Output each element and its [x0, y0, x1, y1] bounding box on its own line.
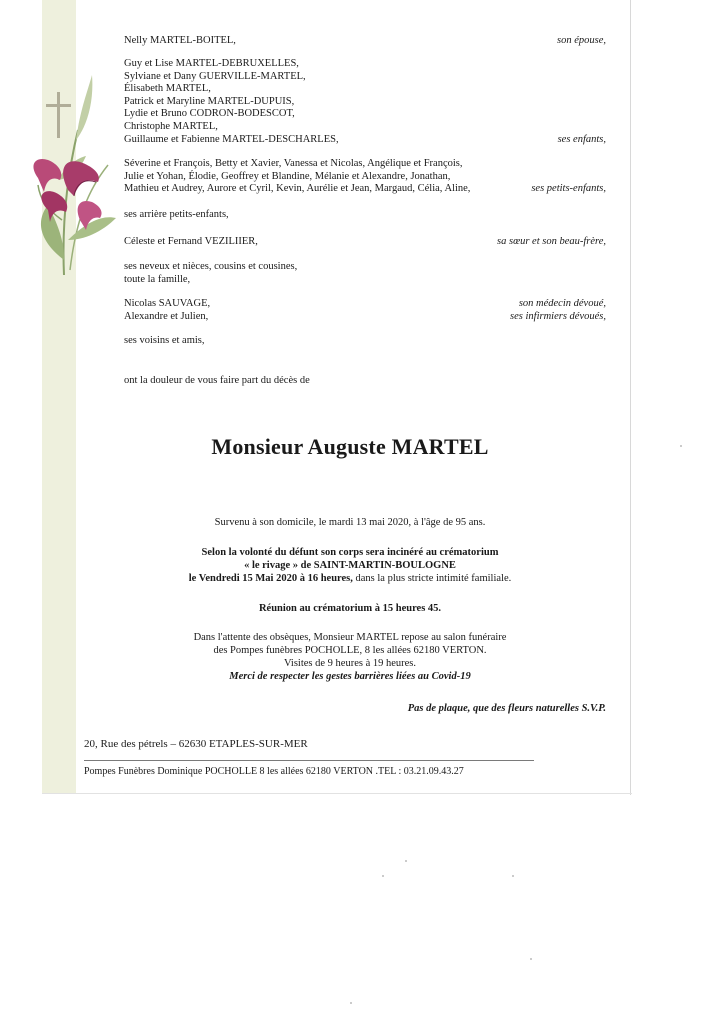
- relation-label: son médecin dévoué,: [518, 298, 606, 309]
- family-member-line: Nelly MARTEL-BOITEL,: [124, 35, 236, 46]
- scan-speck: [382, 875, 384, 877]
- deceased-name: Monsieur Auguste MARTEL: [211, 434, 489, 459]
- cremation-privacy: dans la plus stricte intimité familiale.: [352, 573, 512, 584]
- death-details: Survenu à son domicile, le mardi 13 mai 2020, à l'âge de 95 ans.: [214, 517, 486, 528]
- family-member-line: Nicolas SAUVAGE,: [124, 298, 211, 309]
- lily-cross-icon: [18, 70, 122, 280]
- family-member-line: toute la famille,: [124, 273, 191, 285]
- relation-label: ses petits-enfants,: [531, 183, 606, 195]
- family-member-line: Guillaume et Fabienne MARTEL-DESCHARLES,: [124, 133, 339, 145]
- family-address: 20, Rue des pétrels – 62630 ETAPLES-SUR-MER: [84, 738, 308, 750]
- family-member-line: Sylviane et Dany GUERVILLE-MARTEL,: [124, 70, 306, 82]
- family-member-line: Lydie et Bruno CODRON-BODESCOT,: [124, 108, 295, 120]
- cremation-date: le Vendredi 15 Mai 2020 à 16 heures,: [188, 573, 353, 584]
- scan-speck: [680, 445, 682, 447]
- family-member-line: Alexandre et Julien,: [124, 310, 209, 322]
- flowers-note: Pas de plaque, que des fleurs naturelles S.V.P.: [407, 703, 606, 714]
- sheet-bottom-edge: [42, 793, 632, 794]
- rest-line-2: des Pompes funèbres POCHOLLE, 8 les allées 62180 VERTON.: [213, 645, 487, 656]
- visiting-hours: Visites de 9 heures à 19 heures.: [283, 658, 417, 669]
- divider-line: [84, 760, 534, 761]
- covid-note: Merci de respecter les gestes barrières liées au Covid-19: [229, 671, 471, 682]
- relation-label: ses enfants,: [557, 133, 606, 145]
- family-member-line: Mathieu et Audrey, Aurore et Cyril, Kevin, Aurélie et Jean, Margaud, Célia, Aline,: [124, 183, 471, 195]
- family-member-line: ses arrière petits-enfants,: [124, 209, 229, 220]
- family-member-line: Séverine et François, Betty et Xavier, Vanessa et Nicolas, Angélique et François,: [124, 158, 463, 169]
- cremation-line-1: Selon la volonté du défunt son corps sera incinéré au crématorium: [201, 547, 499, 558]
- rest-line-1: Dans l'attente des obsèques, Monsieur MARTEL repose au salon funéraire: [193, 632, 507, 643]
- announcement-text: ont la douleur de vous faire part du décès de: [124, 375, 310, 386]
- meeting-text: Réunion au crématorium à 15 heures 45.: [258, 603, 442, 614]
- family-member-line: Guy et Lise MARTEL-DEBRUXELLES,: [124, 58, 299, 69]
- scan-speck: [405, 860, 407, 862]
- family-member-line: Patrick et Maryline MARTEL-DUPUIS,: [124, 95, 295, 107]
- scan-speck: [530, 958, 532, 960]
- relation-label: ses infirmiers dévoués,: [510, 310, 606, 322]
- family-member-line: Christophe MARTEL,: [124, 121, 218, 132]
- funeral-home-contact: Pompes Funèbres Dominique POCHOLLE 8 les allées 62180 VERTON .TEL : 03.21.09.43.27: [84, 766, 464, 777]
- scan-speck: [512, 875, 514, 877]
- family-member-line: Céleste et Fernand VEZILIIER,: [124, 236, 258, 247]
- cremation-line-2: « le rivage » de SAINT-MARTIN-BOULOGNE: [244, 560, 456, 571]
- cremation-line-3: [0, 573, 700, 586]
- relation-label: sa sœur et son beau-frère,: [497, 236, 606, 247]
- relation-label: son épouse,: [557, 35, 606, 46]
- family-member-line: ses voisins et amis,: [124, 335, 205, 346]
- family-member-line: ses neveux et nièces, cousins et cousines,: [124, 261, 298, 272]
- family-member-line: Julie et Yohan, Élodie, Geoffrey et Blandine, Mélanie et Alexandre, Jonathan,: [124, 170, 451, 182]
- scan-speck: [350, 1002, 352, 1004]
- family-member-line: Élisabeth MARTEL,: [124, 83, 211, 95]
